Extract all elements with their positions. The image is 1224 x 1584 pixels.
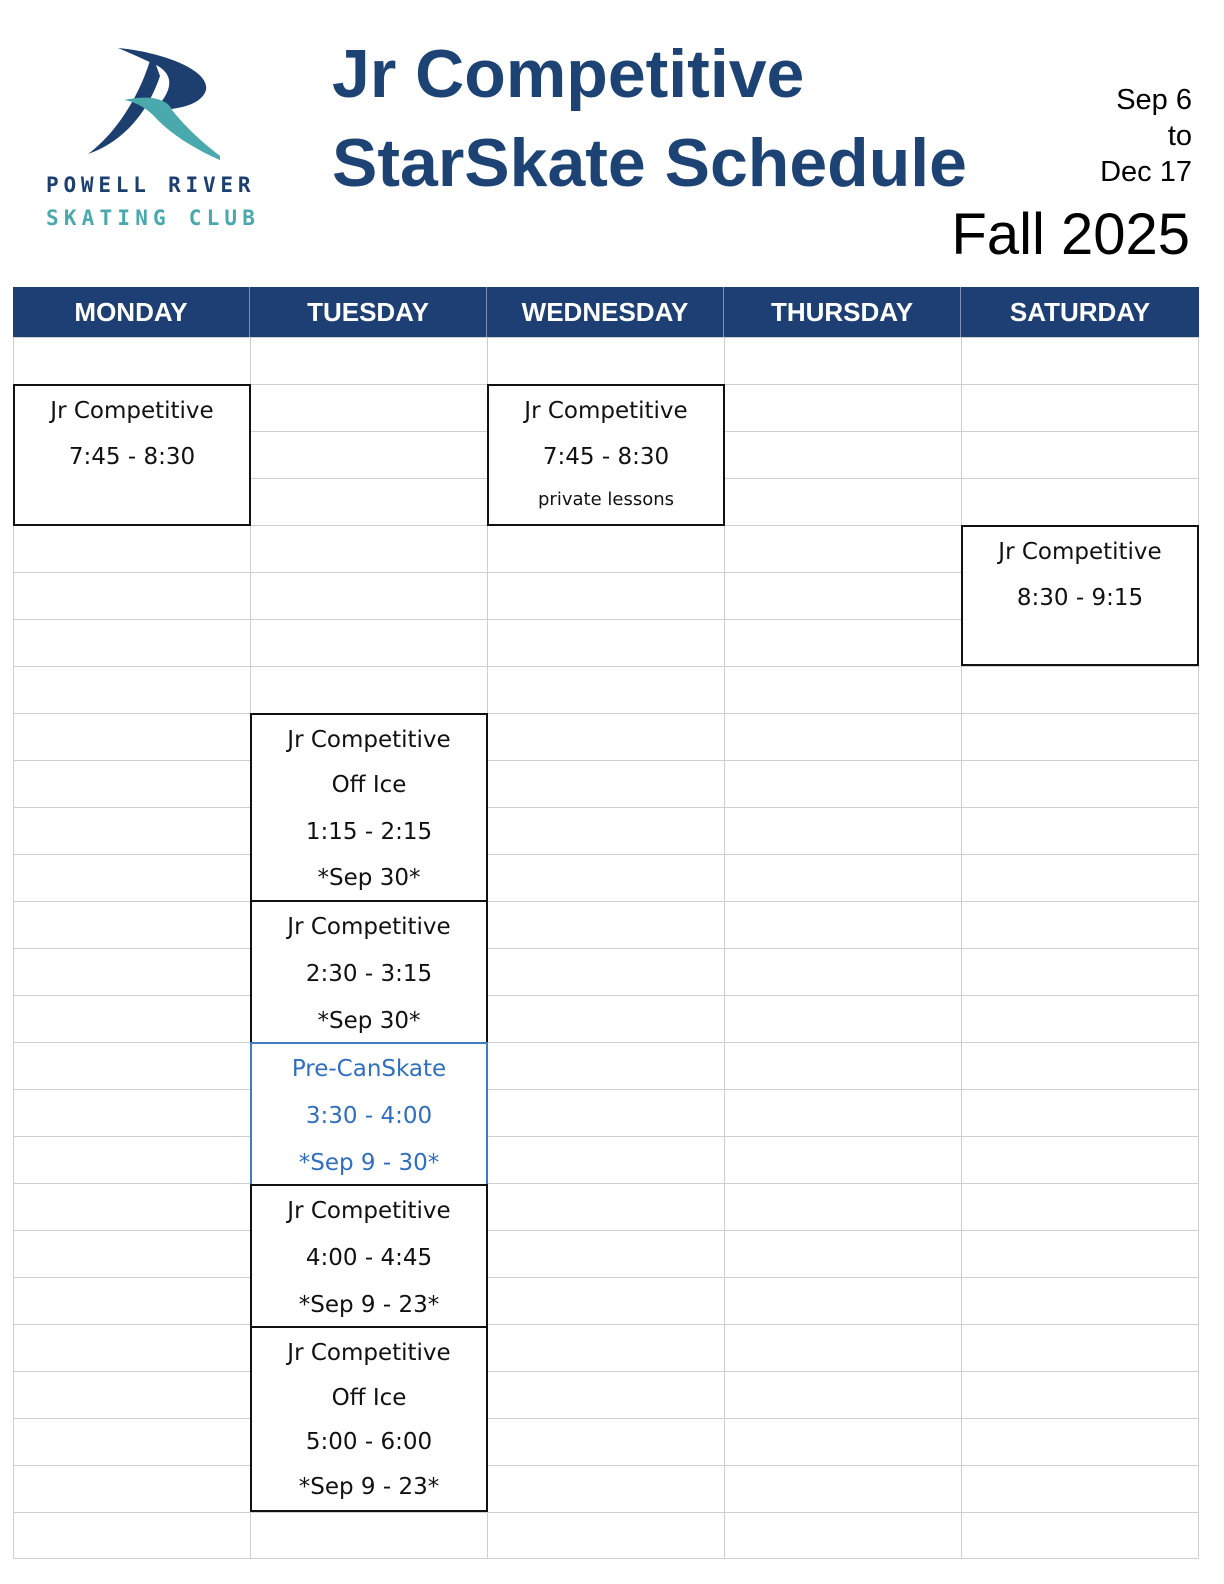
day-header-saturday: SATURDAY — [1009, 297, 1151, 327]
schedule-grid — [13, 287, 1199, 1559]
event-name: Jr Competitive — [287, 1198, 451, 1224]
event-name: Jr Competitive — [287, 1340, 451, 1366]
event-time: 7:45 - 8:30 — [68, 444, 196, 470]
grid-line — [13, 1277, 1199, 1278]
grid-column-line — [961, 337, 962, 1559]
event-dates: *Sep 9 - 30* — [298, 1150, 440, 1176]
day-header-tuesday: TUESDAY — [250, 287, 487, 337]
grid-line — [13, 854, 1199, 855]
event-tuesday-pre-canskate — [250, 1042, 488, 1186]
day-header-monday: MONDAY — [13, 287, 250, 337]
grid-line — [13, 995, 1199, 996]
grid-line — [13, 901, 1199, 902]
season-label: Fall 2025 — [951, 202, 1190, 267]
date-range-start: Sep 6 — [1116, 84, 1192, 116]
grid-line — [13, 713, 1199, 714]
grid-line — [13, 760, 1199, 761]
club-logo — [40, 40, 260, 240]
event-saturday-jr-competitive — [961, 525, 1199, 666]
grid-line — [13, 1042, 1199, 1043]
event-dates: *Sep 30* — [317, 1008, 421, 1034]
event-name: Jr Competitive — [287, 914, 451, 940]
event-note: private lessons — [538, 489, 674, 510]
grid-line — [13, 1089, 1199, 1090]
grid-line — [13, 1558, 1199, 1559]
grid-line — [13, 1465, 1199, 1466]
event-tuesday-jr-competitive-4 — [250, 1184, 488, 1328]
event-time: 4:00 - 4:45 — [305, 1245, 433, 1271]
grid-line — [13, 1136, 1199, 1137]
date-range — [1100, 82, 1192, 190]
event-time: 2:30 - 3:15 — [305, 961, 433, 987]
grid-line — [13, 666, 1199, 667]
event-name: Jr Competitive — [998, 539, 1162, 565]
day-header-wednesday: WEDNESDAY — [487, 287, 724, 337]
event-name: Jr Competitive — [287, 727, 451, 753]
event-time: 7:45 - 8:30 — [542, 444, 670, 470]
grid-line — [13, 1512, 1199, 1513]
grid-line — [13, 1183, 1199, 1184]
date-range-connector: to — [1167, 120, 1192, 152]
event-time: 3:30 - 4:00 — [305, 1103, 433, 1129]
event-tuesday-jr-competitive-off-ice-1 — [250, 713, 488, 902]
event-name: Jr Competitive — [524, 398, 688, 424]
event-subtitle: Off Ice — [331, 772, 407, 798]
logo-text-line2: SKATING CLUB — [46, 206, 261, 230]
day-header-row — [13, 287, 1199, 337]
event-dates: *Sep 30* — [317, 865, 421, 891]
event-name: Pre-CanSkate — [291, 1056, 447, 1082]
date-range-end: Dec 17 — [1100, 156, 1192, 188]
grid-line — [13, 948, 1199, 949]
event-time: 5:00 - 6:00 — [305, 1429, 433, 1455]
title-line1: Jr Competitive — [332, 36, 805, 112]
page-title — [332, 30, 967, 208]
event-dates: *Sep 9 - 23* — [298, 1474, 440, 1500]
event-dates: *Sep 9 - 23* — [298, 1292, 440, 1318]
skater-r-logo-icon — [60, 40, 220, 170]
grid-line — [13, 807, 1199, 808]
logo-text-line1: POWELL RIVER — [46, 173, 256, 197]
title-line2: StarSkate Schedule — [332, 125, 967, 201]
grid-line — [13, 1418, 1199, 1419]
event-tuesday-jr-competitive-2 — [250, 900, 488, 1044]
grid-line — [13, 337, 1199, 338]
event-time: 1:15 - 2:15 — [305, 819, 433, 845]
event-name: Jr Competitive — [50, 398, 214, 424]
event-time: 8:30 - 9:15 — [1016, 585, 1144, 611]
event-subtitle: Off Ice — [331, 1385, 407, 1411]
event-tuesday-jr-competitive-off-ice-5 — [250, 1326, 488, 1512]
grid-column-line — [1198, 337, 1199, 1559]
grid-line — [13, 1371, 1199, 1372]
grid-line — [13, 1230, 1199, 1231]
event-monday-jr-competitive — [13, 384, 251, 526]
day-header-thursday: THURSDAY — [724, 287, 961, 337]
event-wednesday-jr-competitive — [487, 384, 725, 526]
grid-line — [13, 1324, 1199, 1325]
